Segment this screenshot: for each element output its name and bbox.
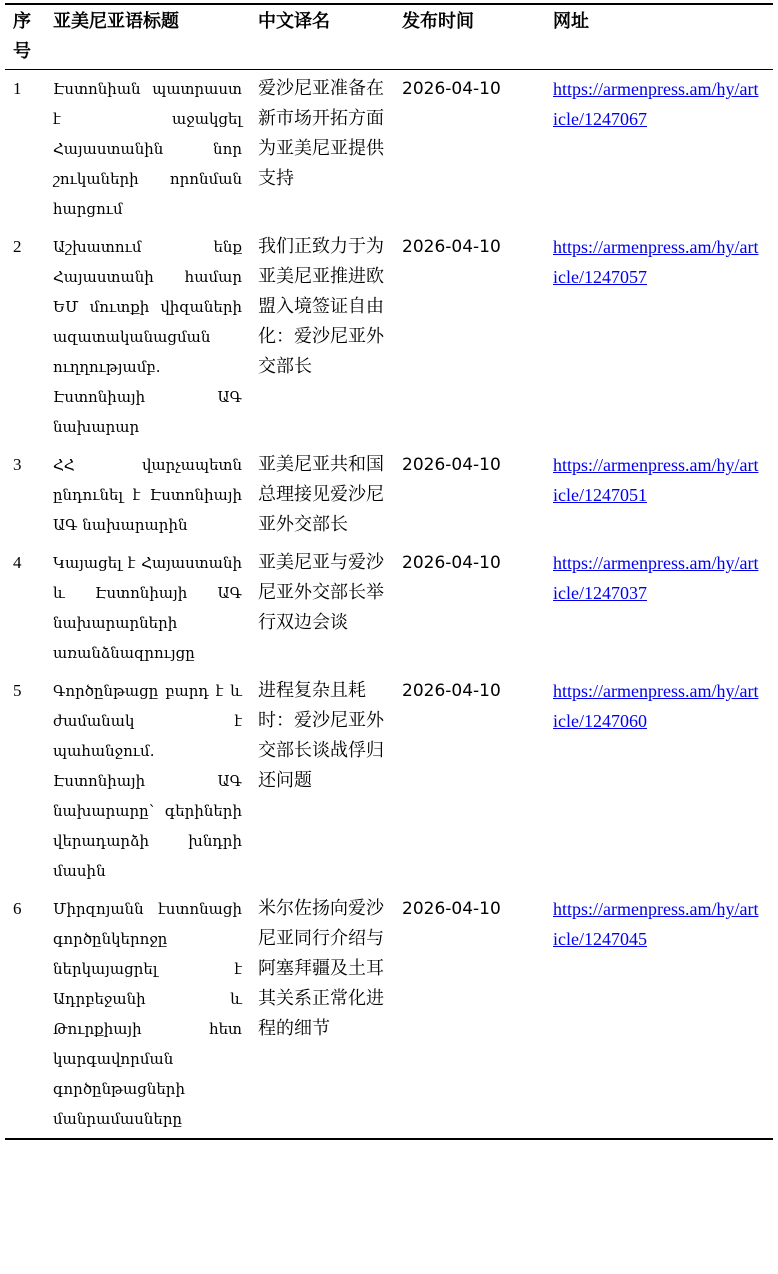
url-cell	[545, 544, 773, 672]
header-row	[5, 4, 773, 70]
row-number: 5	[13, 681, 22, 700]
armenian-title: ՀՀ վարչապետն ընդունել է Էստոնիայի ԱԳ նախարարին	[53, 456, 242, 534]
article-link[interactable]: https://armenpress.am/hy/article/1247045	[553, 899, 759, 949]
header-chinese-title: 中文译名	[258, 11, 330, 32]
article-link[interactable]: https://armenpress.am/hy/article/1247037	[553, 553, 759, 603]
row-number: 4	[13, 553, 22, 572]
chinese-title: 我们正致力于为亚美尼亚推进欧盟入境签证自由化：爱沙尼亚外交部长	[258, 236, 384, 377]
armenian-title: Աշխատում ենք Հայաստանի համար ԵՄ մուտքի վիզաների ազատականացման ուղղությամբ. Էստոնիայի ԱԳ նախարար	[53, 238, 242, 436]
publish-date: 2026-04-10	[402, 455, 501, 475]
table-row	[5, 228, 773, 446]
url-cell	[545, 672, 773, 890]
url-cell	[545, 446, 773, 544]
chinese-title: 亚美尼亚与爱沙尼亚外交部长举行双边会谈	[258, 552, 384, 633]
url-cell	[545, 70, 773, 229]
url-cell	[545, 890, 773, 1139]
publish-date: 2026-04-10	[402, 553, 501, 573]
armenian-title: Միրզոյանն էստոնացի գործընկերոջը ներկայացրել է Ադրբեջանի և Թուրքիայի հետ կարգավորման գործընթացների մանրամասները	[53, 900, 242, 1128]
publish-date: 2026-04-10	[402, 237, 501, 257]
table-row	[5, 672, 773, 890]
article-link[interactable]: https://armenpress.am/hy/article/1247057	[553, 237, 759, 287]
table-row	[5, 70, 773, 229]
chinese-title: 米尔佐扬向爱沙尼亚同行介绍与阿塞拜疆及土耳其关系正常化进程的细节	[258, 898, 384, 1039]
publish-date: 2026-04-10	[402, 79, 501, 99]
header-published: 发布时间	[402, 11, 474, 32]
chinese-title: 爱沙尼亚准备在新市场开拓方面为亚美尼亚提供支持	[258, 78, 384, 189]
row-number: 2	[13, 237, 22, 256]
header-number: 序号	[13, 11, 31, 62]
publish-date: 2026-04-10	[402, 681, 501, 701]
table-row	[5, 544, 773, 672]
article-link[interactable]: https://armenpress.am/hy/article/1247051	[553, 455, 759, 505]
header-armenian-title: 亚美尼亚语标题	[53, 11, 179, 32]
news-table	[5, 3, 773, 1140]
url-cell	[545, 228, 773, 446]
row-number: 6	[13, 899, 22, 918]
header-url: 网址	[553, 11, 589, 32]
article-link[interactable]: https://armenpress.am/hy/article/1247067	[553, 79, 759, 129]
table-header	[5, 4, 773, 70]
row-number: 3	[13, 455, 22, 474]
chinese-title: 进程复杂且耗时：爱沙尼亚外交部长谈战俘归还问题	[258, 680, 384, 791]
publish-date: 2026-04-10	[402, 899, 501, 919]
armenian-title: Կայացել է Հայաստանի և Էստոնիայի ԱԳ նախարարների առանձնազրույցը	[53, 554, 242, 662]
armenian-title: Էստոնիան պատրաստ է աջակցել Հայաստանին նոր շուկաների որոնման հարցում	[53, 80, 242, 218]
table-row	[5, 890, 773, 1139]
row-number: 1	[13, 79, 22, 98]
chinese-title: 亚美尼亚共和国总理接见爱沙尼亚外交部长	[258, 454, 384, 535]
table-body	[5, 70, 773, 1140]
article-link[interactable]: https://armenpress.am/hy/article/1247060	[553, 681, 759, 731]
table-row	[5, 446, 773, 544]
armenian-title: Գործընթացը բարդ է և ժամանակ է պահանջում. Էստոնիայի ԱԳ նախարարը` գերիների վերադարձի խնդրի մասին	[53, 682, 242, 880]
